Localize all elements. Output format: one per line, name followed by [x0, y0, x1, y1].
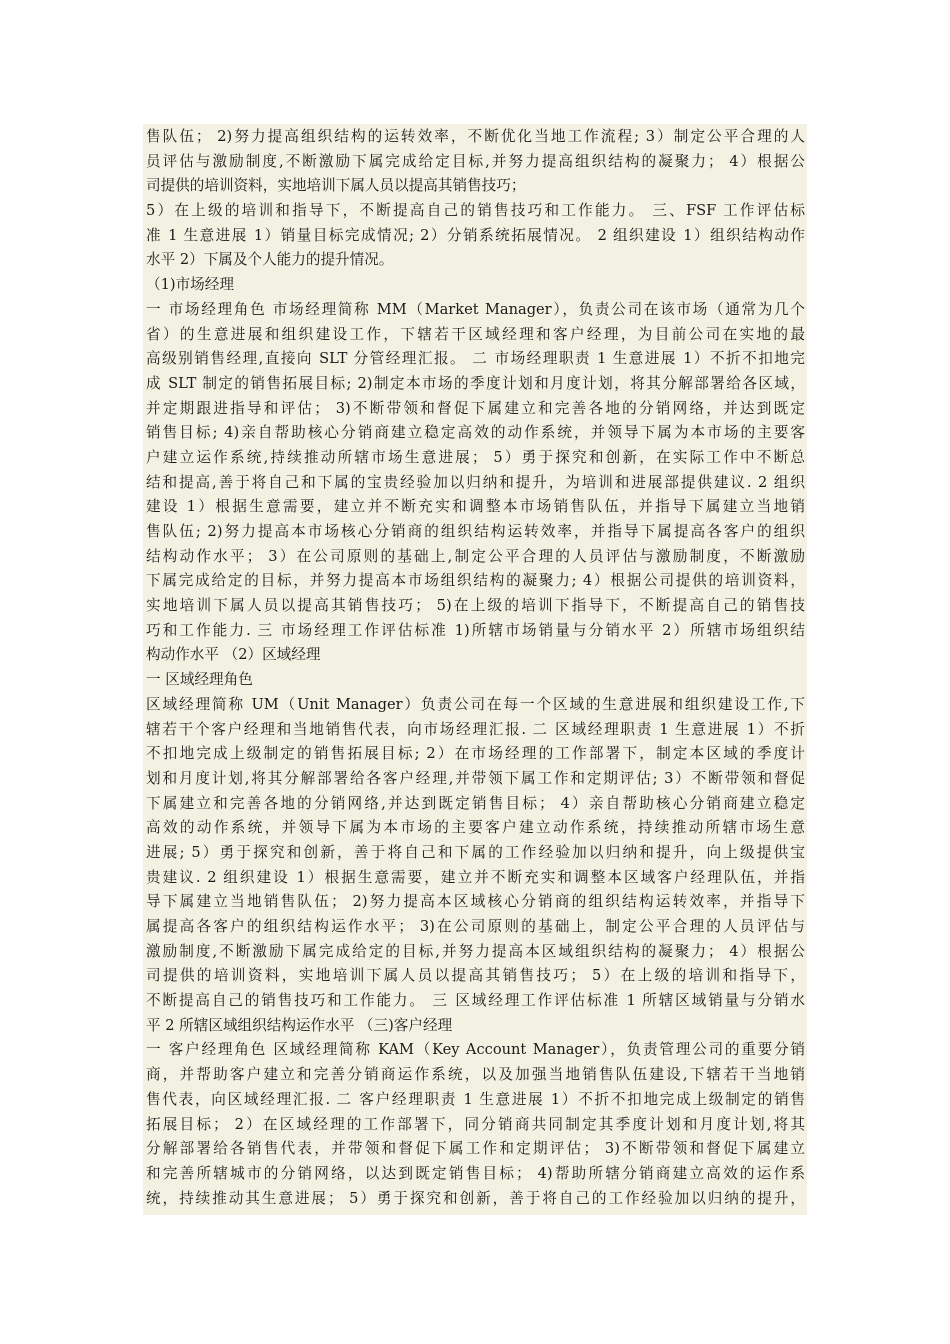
text-line: 水平 2）下属及个人能力的提升情况。: [146, 251, 394, 269]
text-line: 一 客户经理角色 区域经理简称 KAM（Key Account Manager），负责管理公司的重要分销: [146, 1041, 805, 1059]
text-line: 省）的生意进展和组织建设工作，下辖若干区域经理和客户经理，为目前公司在实地的最: [146, 325, 805, 343]
text-line: 成 SLT 制定的销售拓展目标; 2)制定本市场的季度计划和月度计划，将其分解部署给各区域，: [146, 374, 805, 392]
text-line: 下属建立和完善各地的分销网络,并达到既定销售目标； 4）亲自帮助核心分销商建立稳定: [146, 794, 805, 812]
text-line: 分解部署给各销售代表，并带领和督促下属工作和定期评估； 3)不断带领和督促下属建立: [146, 1140, 805, 1158]
text-line: 商，并帮助客户建立和完善分销商运作系统，以及加强当地销售队伍建设,下辖若干当地销: [146, 1066, 805, 1084]
text-line: 不断提高自己的销售技巧和工作能力。 三 区域经理工作评估标准 1 所辖区域销量与分销水: [146, 992, 805, 1010]
text-line: 一 区域经理角色: [146, 671, 253, 689]
text-line: 进展; 5）勇于探究和创新，善于将自己和下属的工作经验加以归纳和提升，向上级提供宝: [146, 843, 805, 861]
text-line: 建设 1）根据生意需要，建立并不断充实和调整本市场销售队伍，并指导下属建立当地销: [146, 498, 805, 516]
text-line: 准 1 生意进展 1）销量目标完成情况; 2）分销系统拓展情况。 2 组织建设 1）组织结构动作: [146, 226, 805, 244]
text-line: 售队伍； 2)努力提高组织结构的运转效率，不断优化当地工作流程; 3）制定公平合理的人: [146, 128, 805, 145]
text-line: 司提供的培训资料，实地培训下属人员以提高其销售技巧； 5）在上级的培训和指导下，: [146, 967, 805, 985]
text-line: 构动作水平 （2）区域经理: [146, 646, 321, 664]
text-line: 下属完成给定的目标，并努力提高本市场组织结构的凝聚力; 4）根据公司提供的培训资料，: [146, 572, 805, 590]
text-line: 一 市场经理角色 市场经理简称 MM（Market Manager），负责公司在该市场（通常为几个: [146, 300, 805, 318]
document-text-block: [143, 124, 807, 1215]
text-line: 不扣地完成上级制定的销售拓展目标; 2）在市场经理的工作部署下，制定本区域的季度计: [146, 745, 805, 763]
text-line: 导下属建立当地销售队伍； 2)努力提高本区域核心分销商的组织结构运转效率，并指导下: [146, 893, 805, 911]
text-line: 并定期跟进指导和评估； 3)不断带领和督促下属建立和完善各地的分销网络，并达到既定: [146, 399, 805, 417]
text-line: 平 2 所辖区域组织结构运作水平 （三)客户经理: [146, 1016, 453, 1034]
text-line: 和完善所辖城市的分销网络，以达到既定销售目标； 4)帮助所辖分销商建立高效的运作系: [146, 1164, 805, 1182]
text-line: 实地培训下属人员以提高其销售技巧； 5)在上级的培训下指导下，不断提高自己的销售技: [146, 597, 805, 615]
text-line: 统，持续推动其生意进展； 5）勇于探究和创新，善于将自己的工作经验加以归纳的提升，: [146, 1189, 805, 1207]
text-line: 结和提高,善于将自己和下属的宝贵经验加以归纳和提升，为培训和进展部提供建议. 2 组织: [146, 473, 805, 491]
text-line: 激励制度,不断激励下属完成给定的目标,并努力提高本区域组织结构的凝聚力； 4）根据公: [146, 942, 805, 960]
text-line: 划和月度计划,将其分解部署给各客户经理,并带领下属工作和定期评估; 3）不断带领和督促: [146, 769, 805, 787]
text-line: 巧和工作能力. 三 市场经理工作评估标准 1)所辖市场销量与分销水平 2）所辖市场组织结: [146, 621, 805, 639]
text-line: 属提高各客户的组织结构运作水平； 3)在公司原则的基础上，制定公平合理的人员评估与: [146, 918, 805, 935]
text-line: 区域经理简称 UM（Unit Manager）负责公司在每一个区域的生意进展和组织建设工作,下: [146, 695, 805, 713]
text-line: 5）在上级的培训和指导下，不断提高自己的销售技巧和工作能力。 三、FSF 工作评估标: [146, 202, 805, 220]
text-line: 贵建议. 2 组织建设 1）根据生意需要，建立并不断充实和调整本区域客户经理队伍，并指: [146, 868, 805, 886]
text-line: 销售目标; 4)亲自帮助核心分销商建立稳定高效的动作系统，并领导下属为本市场的主要客: [146, 424, 805, 442]
text-line: 拓展目标； 2）在区域经理的工作部署下，同分销商共同制定其季度计划和月度计划,将其: [146, 1115, 805, 1133]
text-line: 司提供的培训资料，实地培训下属人员以提高其销售技巧；: [146, 177, 526, 195]
text-line: 售队伍; 2)努力提高本市场核心分销商的组织结构运转效率，并指导下属提高各客户的组织: [146, 523, 805, 540]
text-line: 员评估与激励制度,不断激励下属完成给定目标,并努力提高组织结构的凝聚力； 4）根据公: [146, 152, 805, 170]
text-line: 高级别销售经理,直接向 SLT 分管经理汇报。 二 市场经理职责 1 生意进展 1）不折不扣地完: [146, 350, 805, 368]
text-line: 辖若干个客户经理和当地销售代表，向市场经理汇报. 二 区域经理职责 1 生意进展 1）不折: [146, 720, 805, 738]
text-line: 结构动作水平； 3）在公司原则的基础上,制定公平合理的人员评估与激励制度，不断激励: [146, 547, 805, 565]
text-line: （1)市场经理: [146, 276, 234, 294]
text-line: 售代表，向区域经理汇报. 二 客户经理职责 1 生意进展 1）不折不扣地完成上级制定的销售: [146, 1090, 805, 1108]
text-line: 高效的动作系统，并领导下属为本市场的主要客户建立动作系统，持续推动所辖市场生意: [146, 819, 805, 837]
text-line: 户建立运作系统,持续推动所辖市场生意进展； 5）勇于探究和创新，在实际工作中不断总: [146, 448, 805, 466]
